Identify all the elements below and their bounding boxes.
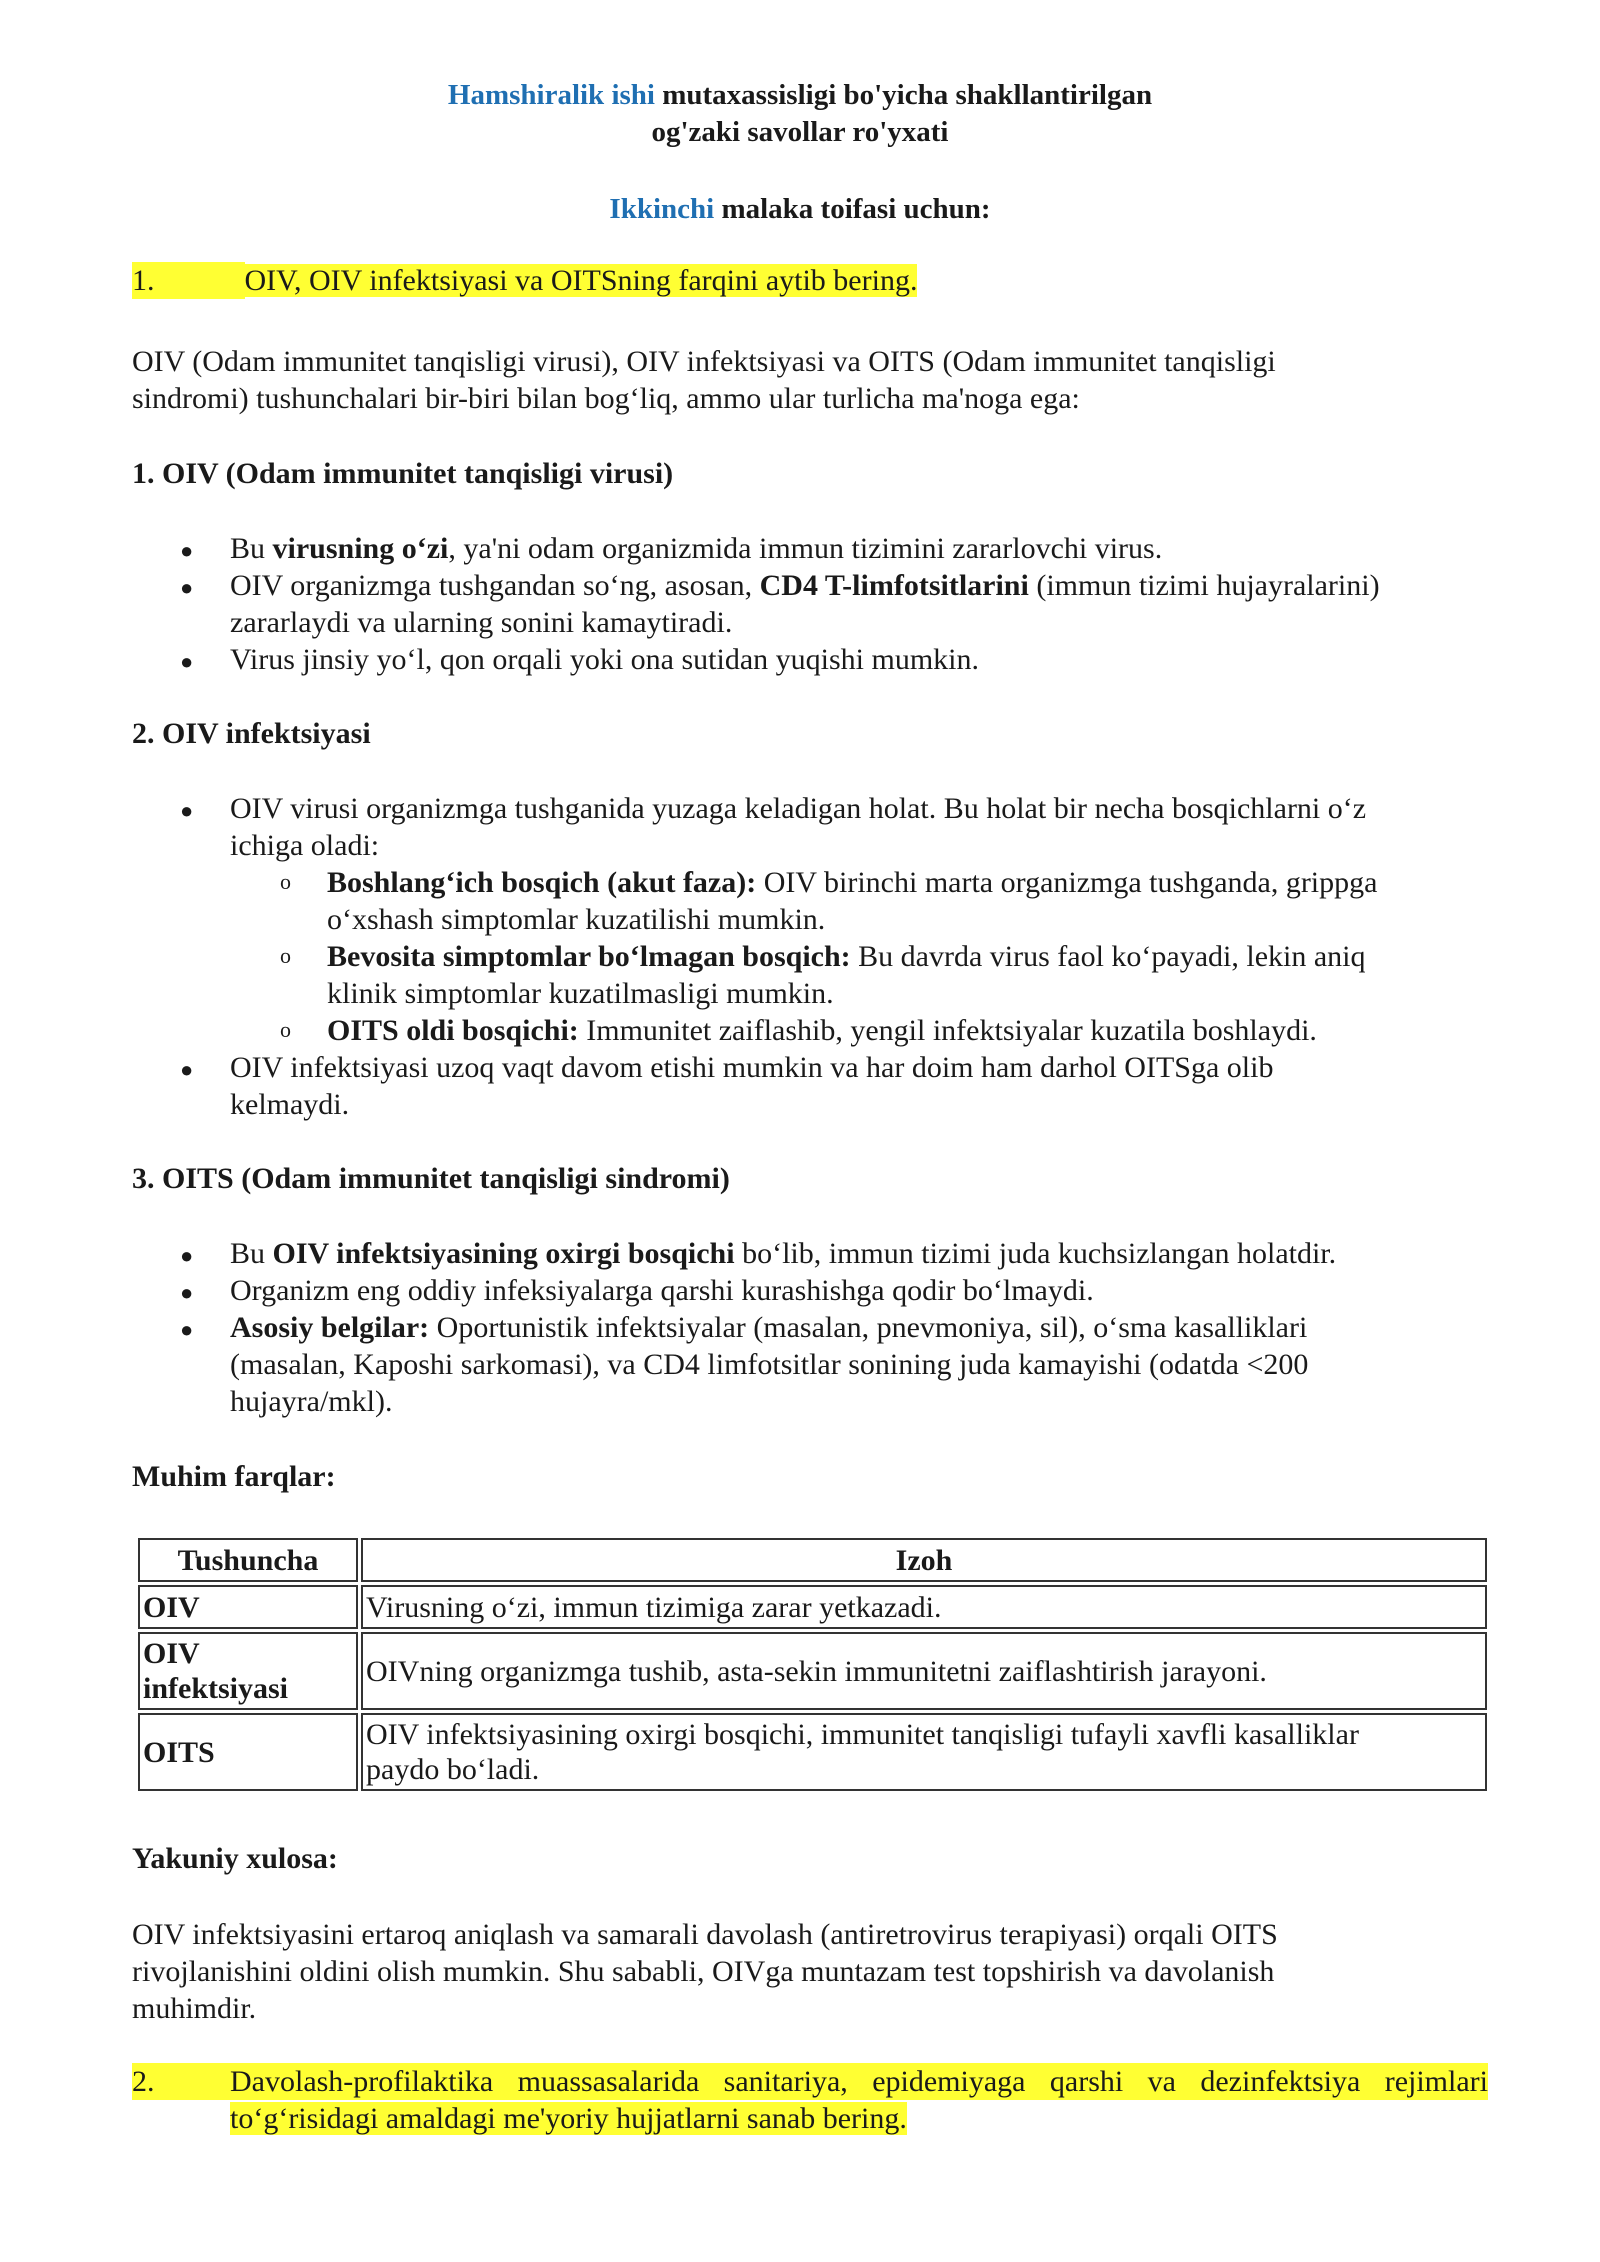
s2-sub3-rest: Immunitet zaiflashib, yengil infektsiyalar kuzatila boshlaydi.: [578, 1014, 1317, 1047]
category-heading: [0, 190, 1600, 228]
table-row: [138, 1632, 1487, 1710]
bullet-icon: ●: [180, 1317, 194, 1342]
intro-line-1: OIV (Odam immunitet tanqisligi virusi), OIV infektsiyasi va OITS (Odam immunitet tanqisligi: [132, 345, 1276, 378]
s3-b1-post: bo‘lib, immun tizimi juda kuchsizlangan holatdir.: [734, 1237, 1337, 1270]
sub-bullet-icon: o: [280, 1017, 291, 1042]
category-name: Ikkinchi: [609, 193, 715, 225]
table-cell-desc: [361, 1713, 1487, 1791]
s1-bullet-2: [230, 567, 1380, 604]
s3-b1-bold: OIV infektsiyasining oxirgi bosqichi: [272, 1237, 735, 1270]
conclusion-line-3: muhimdir.: [132, 1992, 257, 2025]
s1-b2-pre: OIV organizmga tushgandan so‘ng, asosan,: [230, 569, 760, 602]
s3-bullet-2: Organizm eng oddiy infeksiyalarga qarshi kurashishga qodir bo‘lmaydi.: [230, 1274, 1094, 1307]
s3-b1-pre: Bu: [230, 1237, 273, 1270]
bullet-icon: ●: [180, 798, 194, 823]
question-1-text: OIV, OIV infektsiyasi va OITSning farqini aytib bering.: [244, 264, 918, 297]
s2-sub-3: [327, 1012, 1317, 1049]
s2-sub3-bold: OITS oldi bosqichi:: [327, 1014, 579, 1047]
sub-bullet-icon: o: [280, 869, 291, 894]
table-cell-desc-line1: OIV infektsiyasining oxirgi bosqichi, immunitet tanqisligi tufayli xavfli kasalliklar: [366, 1718, 1359, 1751]
question-2-number: 2.: [132, 2063, 230, 2100]
s1-bullet-1: [230, 530, 1162, 567]
question-2: [132, 2063, 1492, 2100]
sub-bullet-icon: o: [280, 943, 291, 968]
bullet-icon: ●: [180, 1243, 194, 1268]
conclusion-heading: Yakuniy xulosa:: [132, 1842, 338, 1875]
s2-bullet-2: OIV infektsiyasi uzoq vaqt davom etishi mumkin va har doim ham darhol OITSga olib: [230, 1051, 1274, 1084]
doc-title-line2: og'zaki savollar ro'yxati: [651, 116, 949, 148]
bullet-icon: ●: [180, 1057, 194, 1082]
table-cell-term-line2: infektsiyasi: [143, 1672, 289, 1705]
s2-sub-1: [327, 864, 1377, 901]
s2-bullet-1-cont: ichiga oladi:: [230, 829, 380, 862]
table-row: [138, 1713, 1487, 1791]
table-cell-desc: Virusning o‘zi, immun tizimiga zarar yetkazadi.: [361, 1585, 1487, 1629]
s2-sub2-rest: Bu davrda virus faol ko‘payadi, lekin aniq: [850, 940, 1366, 973]
s2-sub2-bold: Bevosita simptomlar bo‘lmagan bosqich:: [327, 940, 851, 973]
s1-bullet-3: Virus jinsiy yo‘l, qon orqali yoki ona sutidan yuqishi mumkin.: [230, 643, 980, 676]
category-rest: malaka toifasi uchun:: [714, 193, 991, 225]
s1-bullet-2-cont: zararlaydi va ularning sonini kamaytiradi.: [230, 606, 733, 639]
s2-bullet-2-cont: kelmaydi.: [230, 1088, 350, 1121]
table-header-term: Tushuncha: [138, 1538, 358, 1582]
table-cell-term: OIV: [138, 1585, 358, 1629]
question-2-line1: Davolash-profilaktika muassasalarida sanitariya, epidemiyaga qarshi va dezinfektsiya rejimlari: [230, 2065, 1488, 2098]
s2-sub1-rest: OIV birinchi marta organizmga tushganda, grippga: [756, 866, 1378, 899]
bullet-icon: ●: [180, 649, 194, 674]
s1-b2-bold: CD4 T-limfotsitlarini: [759, 569, 1029, 602]
doc-title-line1: [0, 76, 1600, 114]
s3-bullet-3: [230, 1309, 1307, 1346]
table-header-desc: Izoh: [361, 1538, 1487, 1582]
specialty-name: Hamshiralik ishi: [447, 79, 655, 111]
title-rest: mutaxassisligi bo'yicha shakllantirilgan: [654, 79, 1153, 111]
s3-b3-rest: Oportunistik infektsiyalar (masalan, pnevmoniya, sil), o‘sma kasalliklari: [429, 1311, 1308, 1344]
s3-bullet-3-cont-2: hujayra/mkl).: [230, 1385, 393, 1418]
s1-b1-bold: virusning o‘zi: [272, 532, 449, 565]
s2-bullet-1: OIV virusi organizmga tushganida yuzaga keladigan holat. Bu holat bir necha bosqichlarni o‘z: [230, 792, 1367, 825]
section-1-heading: 1. OIV (Odam immunitet tanqisligi virusi): [132, 457, 674, 490]
table-cell-term: OITS: [138, 1713, 358, 1791]
bullet-icon: ●: [180, 575, 194, 600]
table-header-row: [138, 1538, 1487, 1582]
question-2-line2: to‘g‘risidagi amaldagi me'yoriy hujjatlarni sanab bering.: [230, 2102, 907, 2135]
section-3-heading: 3. OITS (Odam immunitet tanqisligi sindromi): [132, 1162, 730, 1195]
question-2-cont: [230, 2100, 907, 2137]
conclusion-line-1: OIV infektsiyasini ertaroq aniqlash va samarali davolash (antiretrovirus terapiyasi) orqali OITS: [132, 1918, 1278, 1951]
intro-line-2: sindromi) tushunchalari bir-biri bilan bog‘liq, ammo ular turlicha ma'noga ega:: [132, 382, 1080, 415]
s1-b1-pre: Bu: [230, 532, 273, 565]
table-cell-term-line1: OIV: [143, 1637, 200, 1670]
question-1-number: 1.: [132, 262, 245, 299]
conclusion-line-2: rivojlanishini oldini olish mumkin. Shu sababli, OIVga muntazam test topshirish va davolanish: [132, 1955, 1275, 1988]
differences-table: [135, 1535, 1490, 1794]
s2-sub-2-cont: klinik simptomlar kuzatilmasligi mumkin.: [327, 977, 834, 1010]
differences-heading: Muhim farqlar:: [132, 1460, 336, 1493]
table-cell-term: [138, 1632, 358, 1710]
s3-bullet-1: [230, 1235, 1336, 1272]
question-1: [132, 262, 917, 299]
s2-sub-1-cont: o‘xshash simptomlar kuzatilishi mumkin.: [327, 903, 826, 936]
bullet-icon: ●: [180, 538, 194, 563]
table-cell-desc-line2: paydo bo‘ladi.: [366, 1753, 540, 1786]
s2-sub-2: [327, 938, 1366, 975]
s3-bullet-3-cont-1: (masalan, Kaposhi sarkomasi), va CD4 limfotsitlar sonining juda kamayishi (odatda <200: [230, 1348, 1309, 1381]
s1-b1-post: , ya'ni odam organizmida immun tizimini zararlovchi virus.: [448, 532, 1163, 565]
table-row: [138, 1585, 1487, 1629]
s3-b3-bold: Asosiy belgilar:: [230, 1311, 430, 1344]
s2-sub1-bold: Boshlang‘ich bosqich (akut faza):: [327, 866, 757, 899]
table-cell-desc: OIVning organizmga tushib, asta-sekin immunitetni zaiflashtirish jarayoni.: [361, 1632, 1487, 1710]
section-2-heading: 2. OIV infektsiyasi: [132, 717, 371, 750]
s1-b2-post: (immun tizimi hujayralarini): [1028, 569, 1380, 602]
bullet-icon: ●: [180, 1280, 194, 1305]
